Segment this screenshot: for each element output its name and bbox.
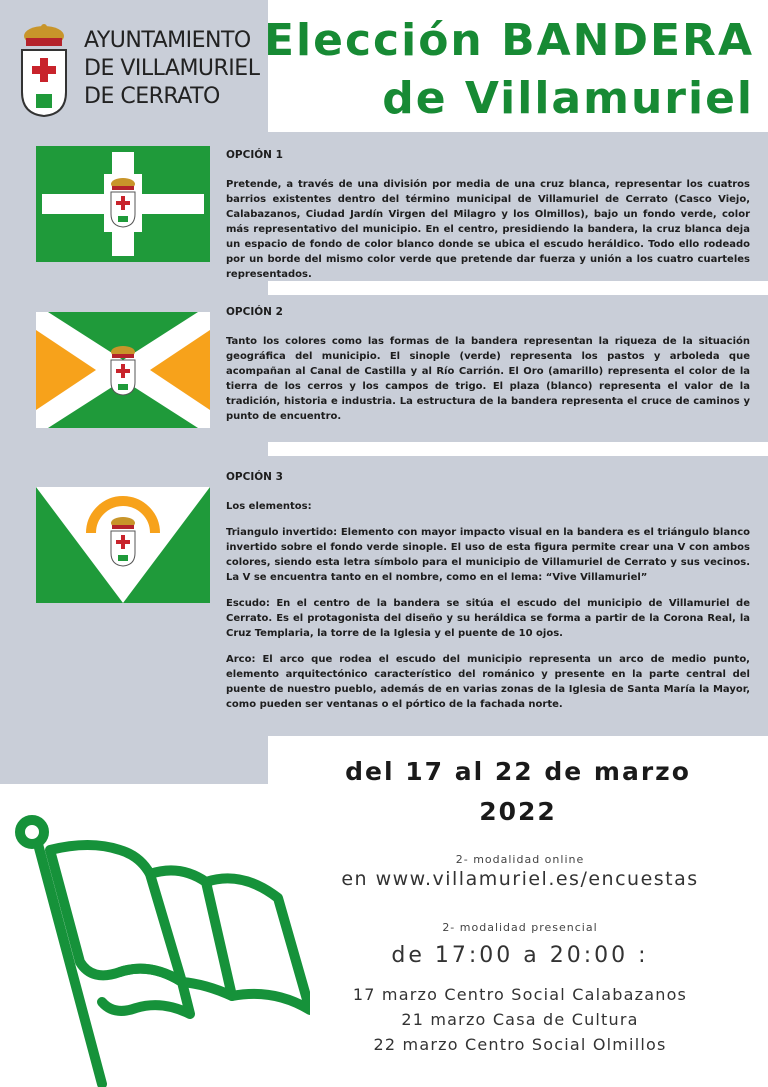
in-person-mode-label: 2- modalidad presencial bbox=[442, 921, 598, 934]
flag-option-1 bbox=[36, 146, 210, 262]
dates-range: del 17 al 22 de marzo bbox=[345, 757, 691, 786]
dates-year: 2022 bbox=[479, 797, 557, 826]
option-3-paragraph-triangle: Triangulo invertido: Elemento con mayor impacto visual en la bandera es el triángulo blanco invertido sobre el fondo verde sinople. El uso de esta figura permite crear una V con ambos colores, siendo esta letra símbolo para el municipio de Villamuriel de Cerrato y sus vecinos. La V se encuentra tanto en el nombre, como en el lema: “Vive Villamuriel” bbox=[226, 527, 750, 583]
opening-hours: de 17:00 a 20:00 : bbox=[391, 943, 649, 968]
title-line-2: de Villamuriel bbox=[382, 73, 754, 124]
venue-item: 17 marzo Centro Social Calabazanos bbox=[352, 985, 688, 1004]
option-2-description: Tanto los colores como las formas de la bandera representan la riqueza de la situación geográfica del municipio. El sinople (verde) representa los pastos y arboleda que acompañan al Canal de Castilla y al Río Carrión. El Oro (amarillo) representa el color de la tierra de los cerros y los campos de trigo. El plaza (blanco) representa el valor de la tradición, historia e industria. La estructura de la bandera representa el cruce de caminos y punto de encuentro. bbox=[226, 336, 750, 422]
voting-dates bbox=[268, 752, 768, 832]
option-2-label: OPCIÓN 2 bbox=[226, 306, 283, 318]
page-title bbox=[264, 12, 754, 128]
shield-icon bbox=[111, 517, 135, 566]
shield-icon bbox=[111, 178, 135, 227]
separator-2 bbox=[268, 442, 768, 456]
venue-list bbox=[300, 982, 740, 1057]
coat-of-arms-logo bbox=[18, 22, 70, 118]
online-mode-label: 2- modalidad online bbox=[455, 853, 585, 866]
option-3-paragraph-shield: Escudo: En el centro de la bandera se sitúa el escudo del municipio de Villamuriel de Cerrato. Es el protagonista del diseño y su heráldica se forma a partir de la Corona Real, la Cruz Templaria, la torre de la Iglesia y el puente de 10 ojos. bbox=[226, 598, 750, 639]
option-3-label: OPCIÓN 3 bbox=[226, 471, 283, 483]
flag-option-3 bbox=[36, 487, 210, 603]
option-1-section bbox=[226, 148, 750, 293]
org-name-line-1: AYUNTAMIENTO bbox=[84, 28, 251, 53]
org-name-line-3: DE CERRATO bbox=[84, 84, 220, 109]
option-3-paragraph-arch: Arco: El arco que rodea el escudo del municipio representa un arco de medio punto, elemento arquitectónico característico del románico y presente en la parte central del puente de nuestro pueblo, además de en varias zonas de la Iglesia de Santa María la Mayor, como pueden ser ventanas o el pórtico de la fachada norte. bbox=[226, 654, 750, 710]
online-survey-link[interactable]: en www.villamuriel.es/encuestas bbox=[341, 868, 699, 890]
option-2-section bbox=[226, 305, 750, 435]
option-3-section bbox=[226, 470, 750, 723]
option-3-intro: Los elementos: bbox=[226, 501, 312, 512]
organization-name bbox=[84, 27, 259, 111]
waving-flag-icon bbox=[10, 812, 310, 1087]
flag-option-2 bbox=[36, 312, 210, 428]
venue-item: 22 marzo Centro Social Olmillos bbox=[373, 1035, 667, 1054]
option-1-description: Pretende, a través de una división por media de una cruz blanca, representar los cuatros barrios existentes dentro del término municipal de Villamuriel de Cerrato (Casco Viejo, Calabazanos, Ciudad Jardín Virgen del Milagro y los Olmillos), bajo un fondo verde, color más representativo del municipio. En el centro, presidiendo la bandera, la cruz blanca deja un espacio de fondo de color blanco donde se ubica el escudo heráldico. Todo ello rodeado por un borde del mismo color verde que pretende dar fuerza y unión a los cuatro cuarteles representados. bbox=[226, 179, 750, 280]
gray-panel-tail bbox=[0, 736, 268, 784]
shield-icon bbox=[111, 346, 135, 395]
org-name-line-2: DE VILLAMURIEL bbox=[84, 56, 260, 81]
option-1-label: OPCIÓN 1 bbox=[226, 149, 283, 161]
title-line-1: Elección BANDERA bbox=[263, 15, 754, 66]
venue-item: 21 marzo Casa de Cultura bbox=[401, 1010, 639, 1029]
